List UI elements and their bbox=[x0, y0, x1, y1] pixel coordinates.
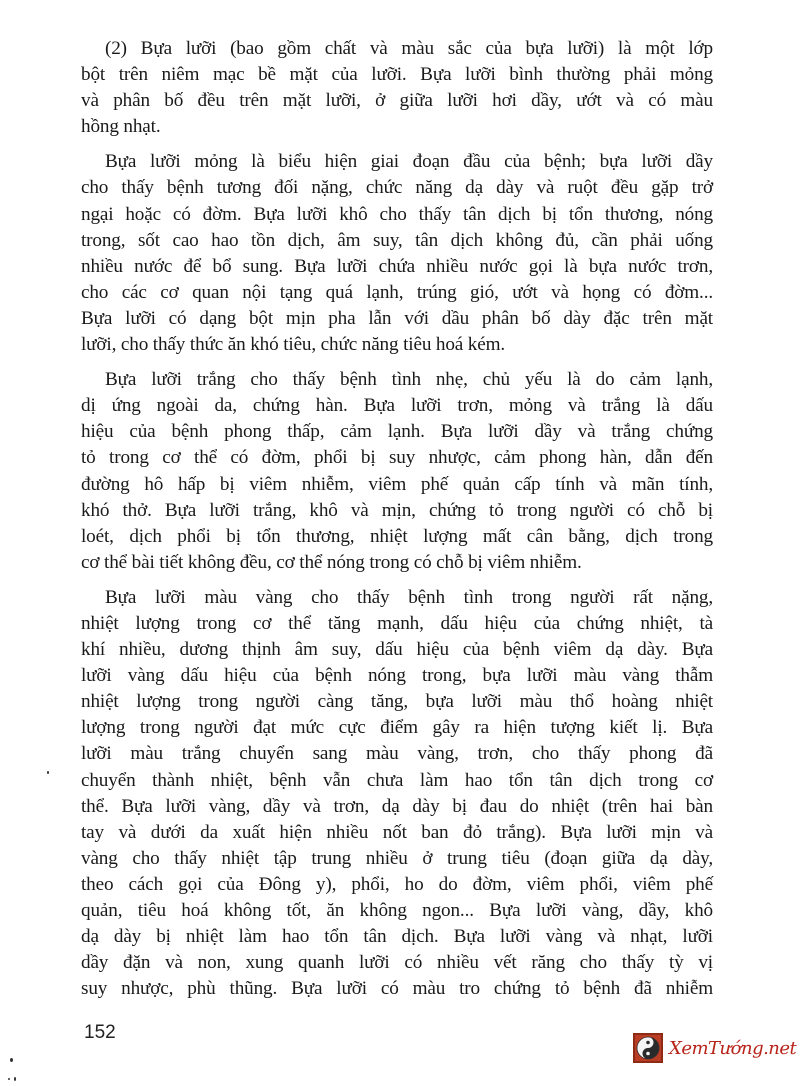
text-line: nhiệt lượng trong cơ thể tăng mạnh, dấu hiệu của chứng nhiệt, tà bbox=[81, 612, 713, 634]
text-line: dầy đặn và non, xung quanh lưỡi có nhiều vết răng cho thấy tỳ vị bbox=[81, 952, 713, 974]
scan-speck bbox=[10, 1058, 13, 1062]
page-number: 152 bbox=[84, 1022, 116, 1043]
text-line: dạ dày bị nhiệt làm hao tổn tân dịch. Bựa lưỡi vàng và nhạt, lưỡi bbox=[81, 926, 713, 948]
text-line: tay và dưới da xuất hiện nhiều nốt ban đỏ trắng). Bựa lưỡi mịn và bbox=[81, 821, 713, 843]
scan-speck bbox=[8, 1078, 10, 1080]
text-line: nhiệt lượng trong người càng tăng, bựa lưỡi màu thổ hoàng nhiệt bbox=[81, 691, 713, 713]
text-line: hồng nhạt. bbox=[81, 116, 161, 138]
paragraph bbox=[81, 367, 713, 576]
watermark-text: XemTướng.net bbox=[669, 1037, 797, 1059]
text-line: cho thấy bệnh tương đối nặng, chức năng dạ dày và ruột đều gặp trở bbox=[81, 177, 713, 199]
text-line: khó thở. Bựa lưỡi trắng, khô và mịn, chứng tỏ trong người có chỗ bị bbox=[81, 499, 713, 521]
text-line: bột trên niêm mạc bề mặt của lưỡi. Bựa lưỡi bình thường phải mỏng bbox=[81, 64, 713, 86]
text-line: Bựa lưỡi trắng cho thấy bệnh tình nhẹ, chủ yếu là do cảm lạnh, bbox=[105, 369, 713, 391]
text-line: quản, tiêu hoá không tốt, ăn không ngon... Bựa lưỡi vàng, dầy, khô bbox=[81, 900, 713, 921]
text-line: Bựa lưỡi màu vàng cho thấy bệnh tình trong người rất nặng, bbox=[105, 586, 713, 608]
text-line: Bựa lưỡi có dạng bột mịn pha lẫn với dầu phân bố dày đặc trên mặt bbox=[81, 307, 713, 329]
text-line: cơ thể bài tiết không đều, cơ thể nóng trong có chỗ bị viêm nhiễm. bbox=[81, 551, 582, 573]
text-line: ngại hoặc có đờm. Bựa lưỡi khô cho thấy tân dịch bị tổn thương, nóng bbox=[81, 203, 713, 225]
text-line: hiệu của bệnh phong thấp, cảm lạnh. Bựa lưỡi dầy và trắng chứng bbox=[81, 421, 713, 443]
paragraph bbox=[81, 36, 713, 140]
text-line: thể. Bựa lưỡi vàng, dầy và trơn, dạ dày bị đau do nhiệt (trên hai bàn bbox=[81, 795, 713, 817]
text-line: (2) Bựa lưỡi (bao gồm chất và màu sắc của bựa lưỡi) là một lớp bbox=[105, 38, 713, 59]
text-line: khí nhiều, dương thịnh âm suy, dấu hiệu của bệnh viêm dạ dày. Bựa bbox=[81, 639, 713, 661]
scan-speck bbox=[47, 771, 49, 774]
paragraph bbox=[81, 585, 713, 1003]
text-line: lưỡi vàng dấu hiệu của bệnh nóng trong, bựa lưỡi màu vàng thẫm bbox=[81, 665, 713, 687]
text-line: chuyển thành nhiệt, bệnh vẫn chưa làm hao tổn tân dịch trong cơ bbox=[81, 769, 713, 791]
text-line: theo cách gọi của Đông y), phổi, ho do đờm, viêm phổi, viêm phế bbox=[81, 873, 713, 895]
text-line: lưỡi, cho thấy thức ăn khó tiêu, chức năng tiêu hoá kém. bbox=[81, 334, 506, 356]
text-line: tỏ trong cơ thể có đờm, phổi bị suy nhược, cảm phong hàn, dẫn đến bbox=[81, 447, 713, 469]
text-line: nhiều nước để bổ sung. Bựa lưỡi chứa nhiều nước gọi là bựa nước trơn, bbox=[81, 255, 713, 277]
text-line: loét, dịch phổi bị tổn thương, nhiệt lượng mất cân bằng, dịch trong bbox=[81, 525, 713, 547]
text-line: trong, sốt cao hao tồn dịch, âm suy, tân dịch không đủ, cần phải uống bbox=[81, 229, 713, 251]
text-line: suy nhược, phù thũng. Bựa lưỡi có màu tro chứng tỏ bệnh đã nhiễm bbox=[81, 978, 713, 1000]
paragraph bbox=[81, 149, 713, 358]
text-line: dị ứng ngoài da, chứng hàn. Bựa lưỡi trơn, mỏng và trắng là dấu bbox=[81, 395, 713, 417]
text-line: và phân bố đều trên mặt lưỡi, ở giữa lưỡi hơi dầy, ướt và có màu bbox=[81, 90, 713, 112]
page-body bbox=[81, 36, 713, 1011]
text-line: lưỡi màu trắng chuyển sang màu vàng, trơn, cho thấy phong đã bbox=[81, 743, 713, 765]
yin-yang-icon bbox=[633, 1033, 663, 1063]
text-line: đường hô hấp bị viêm nhiễm, viêm phế quản cấp tính và mãn tính, bbox=[81, 473, 713, 495]
text-line: cho các cơ quan nội tạng quá lạnh, trúng gió, ướt và họng có đờm... bbox=[81, 281, 713, 303]
text-line: Bựa lưỡi mỏng là biểu hiện giai đoạn đầu của bệnh; bựa lưỡi dầy bbox=[105, 151, 713, 173]
watermark-logo bbox=[633, 1033, 796, 1063]
text-line: vàng cho thấy nhiệt tập trung nhiều ở trung tiêu (đoạn giữa dạ dày, bbox=[81, 847, 713, 869]
scan-speck bbox=[14, 1077, 16, 1081]
text-line: lượng trong người đạt mức cực điểm gây ra hiện tượng kiết lị. Bựa bbox=[81, 717, 713, 739]
